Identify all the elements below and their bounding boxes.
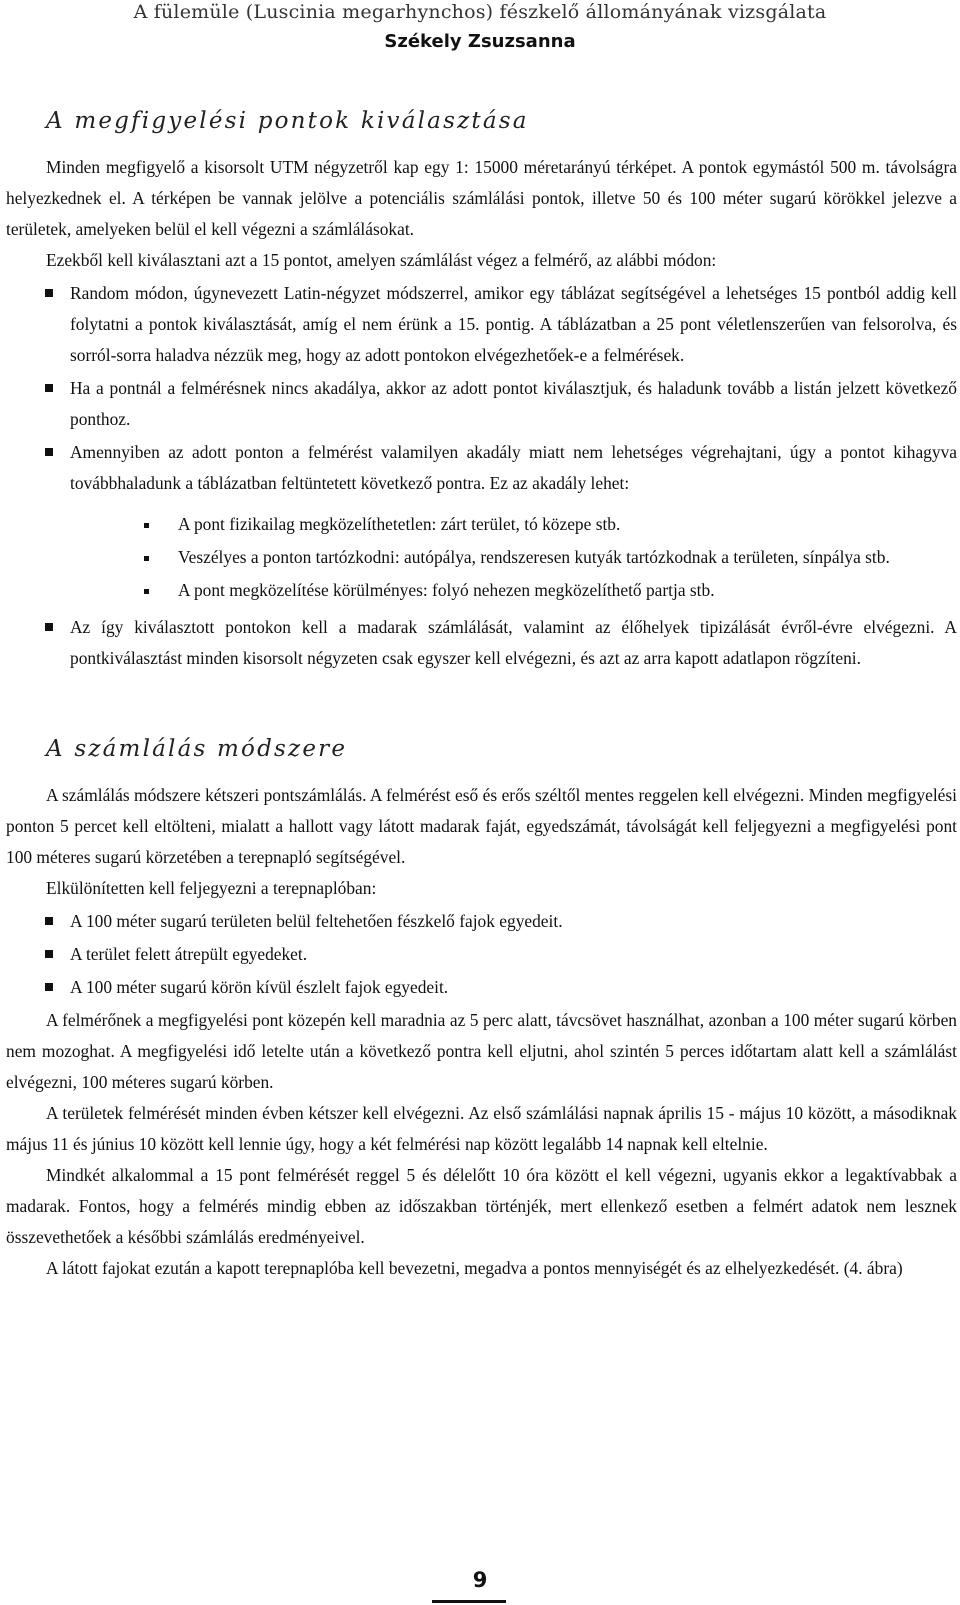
list-item: Random módon, úgynevezett Latin-négyzet módszerrel, amikor egy táblázat segítségével a lehetséges 15 pontból addig kell folytatni a pontok kiválasztását, amíg el nem érünk a 15. pontig. A táblázatban a 25 pont véletlenszerűen van felsorolva, és sorról-sorra haladva nézzük meg, hogy az adott pontokon elvégezhetőek-e a felmérések. [70, 278, 957, 371]
list-item-text: Amennyiben az adott ponton a felmérést valamilyen akadály miatt nem lehetséges végrehajtani, úgy a pontot kihagyva továbbhaladunk a táblázatban feltüntetett következő pontra. Ez az akadály lehet: [70, 442, 957, 493]
paragraph: A felmérőnek a megfigyelési pont közepén kell maradnia az 5 perc alatt, távcsövet használhat, azonban a 100 méter sugarú körben nem mozoghat. A megfigyelési idő letelte után a következő pontra kell eljutni, ahol szintén 5 perces időtartam alatt kell a számlálást elvégezni, 100 méteres sugarú körben. [6, 1010, 957, 1092]
sub-list-item: Veszélyes a ponton tartózkodni: autópálya, rendszeresen kutyák tartózkodnak a területen, sínpálya stb. [178, 542, 957, 573]
paragraph: A számlálás módszere kétszeri pontszámlálás. A felmérést eső és erős széltől mentes reggelen kell elvégezni. Minden megfigyelési ponton 5 percet kell eltölteni, mialatt a hallott vagy látott madarak faját, egyedszámát, távolságát kell feljegyezni a megfigyelési pont 100 méteres sugarú körzetében a terepnapló segítségével. [6, 785, 957, 867]
list-item [70, 437, 957, 606]
section-heading-counting-method: A számlálás módszere [46, 736, 348, 762]
sub-list-item: A pont megközelítése körülményes: folyó nehezen megközelíthető partja stb. [178, 575, 957, 606]
paragraph: Ezekből kell kiválasztani azt a 15 pontot, amelyen számlálást végez a felmérő, az alábbi módon: [46, 250, 717, 270]
bullet-list [6, 906, 957, 1003]
page-number-underline [432, 1600, 506, 1603]
list-item: Ha a pontnál a felmérésnek nincs akadálya, akkor az adott pontot kiválasztjuk, és haladunk tovább a listán jelzett következő ponthoz. [70, 373, 957, 435]
page-body [6, 104, 957, 1284]
list-item: A 100 méter sugarú területen belül feltehetően fészkelő fajok egyedeit. [70, 906, 957, 937]
section-spacer [6, 676, 957, 732]
running-header-author: Székely Zsuzsanna [384, 31, 576, 52]
paragraph: A területek felmérését minden évben kétszer kell elvégezni. Az első számlálási napnak április 15 - május 10 között, a másodiknak május 11 és június 10 között kell lennie úgy, hogy a két felmérési nap között legalább 14 napnak kell eltelnie. [6, 1103, 957, 1154]
running-header-title: A fülemüle (Luscinia megarhynchos) fészkelő állományának vizsgálata [133, 1, 827, 23]
list-item: A terület felett átrepült egyedeket. [70, 939, 957, 970]
sub-list-item: A pont fizikailag megközelíthetetlen: zárt terület, tó közepe stb. [178, 509, 957, 540]
paragraph: Minden megfigyelő a kisorsolt UTM négyzetről kap egy 1: 15000 méretarányú térképet. A pontok egymástól 500 m. távolságra helyezkednek el. A térképen be vannak jelölve a potenciális számlálási pontok, illetve 50 és 100 méter sugarú körökkel jelezve a területek, amelyeken belül el kell végezni a számlálásokat. [6, 157, 957, 239]
list-item: A 100 méter sugarú körön kívül észlelt fajok egyedeit. [70, 972, 957, 1003]
paragraph: A látott fajokat ezután a kapott terepnaplóba kell bevezetni, megadva a pontos mennyiségét és az elhelyezkedését. (4. ábra) [46, 1258, 903, 1278]
list-item: Az így kiválasztott pontokon kell a madarak számlálását, valamint az élőhelyek tipizálását évről-évre elvégezni. A pontkiválasztást minden kisorsolt négyzeten csak egyszer kell elvégezni, és azt az arra kapott adatlapon rögzíteni. [70, 612, 957, 674]
page-number: 9 [472, 1568, 488, 1592]
sub-bullet-list [70, 509, 957, 606]
bullet-list [6, 278, 957, 674]
section-heading-point-selection: A megfigyelési pontok kiválasztása [46, 108, 529, 134]
paragraph: Mindkét alkalommal a 15 pont felmérését reggel 5 és délelőtt 10 óra között el kell végezni, ugyanis ekkor a legaktívabbak a madarak. Fontos, hogy a felmérés mindig ebben az időszakban történjék, mert ellenkező esetben a felmért adatok nem lesznek összevethetőek a későbbi számlálás eredményeivel. [6, 1165, 957, 1247]
paragraph: Elkülönítetten kell feljegyezni a terepnaplóban: [46, 878, 377, 898]
